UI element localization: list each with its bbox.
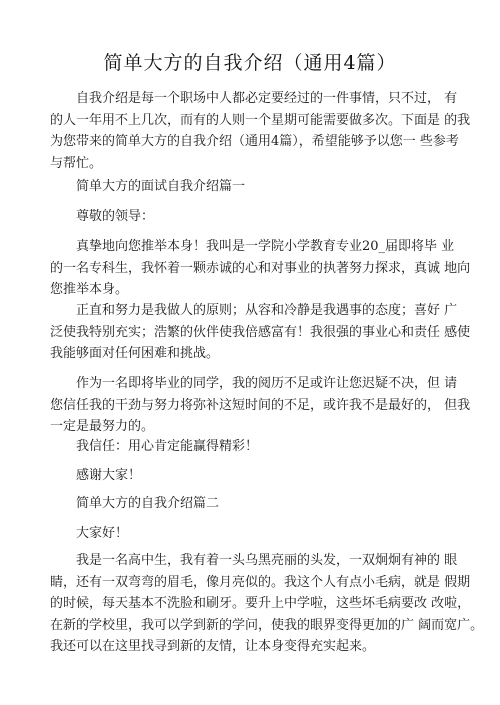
paragraph-line: 简单大方的面试自我介绍篇一 bbox=[76, 179, 246, 194]
paragraph-line: 我还可以在这里找寻到新的友情，让本身变得充实起来。 bbox=[50, 639, 376, 654]
document-title: 简单大方的自我介绍（通用4篇） bbox=[103, 52, 397, 74]
paragraph-line: 的时候，每天基本不洗脸和刷牙。要升上中学啦，这些坏毛病要改 改啦， bbox=[50, 596, 471, 611]
paragraph-line: 一定是最努力的。 bbox=[50, 419, 155, 434]
paragraph-line: 的一名专科生，我怀着一颗赤诚的心和对事业的执著努力探求，真诚 地向 bbox=[50, 260, 471, 276]
paragraph bbox=[50, 236, 471, 301]
paragraph-line: 的人一年用不上几次，而有的人则一个星期可能需要做多次。下面是 的我 bbox=[50, 112, 471, 128]
paragraph-line: 您信任我的干劲与努力将弥补这短时间的不足，或许我不是最好的， 但我 bbox=[50, 397, 471, 413]
paragraph bbox=[50, 523, 458, 545]
paragraph bbox=[50, 465, 458, 487]
paragraph-line: 尊敬的领导： bbox=[76, 209, 155, 224]
paragraph-line: 自我介绍是每一个职场中人都必定要经过的一件事情，只不过， 有 bbox=[76, 91, 458, 106]
paragraph-line: 我能够面对任何困难和挑战。 bbox=[50, 346, 220, 361]
paragraph-line: 大家好！ bbox=[76, 526, 129, 541]
paragraph bbox=[50, 300, 471, 365]
paragraph-line: 您推举本身。 bbox=[50, 282, 129, 297]
paragraph bbox=[50, 373, 471, 438]
paragraph-line: 感谢大家！ bbox=[76, 468, 142, 483]
paragraph-line: 在新的学校里，我可以学到新的学问，使我的眼界变得更加的广 阔而宽广。 bbox=[50, 617, 484, 633]
paragraph bbox=[50, 493, 458, 515]
paragraph-line: 正直和努力是我做人的原则；从容和冷静是我遇事的态度；喜好 广 bbox=[76, 303, 458, 318]
paragraph bbox=[50, 206, 458, 228]
paragraph-line: 简单大方的自我介绍篇二 bbox=[76, 496, 220, 511]
paragraph bbox=[50, 436, 458, 458]
paragraph-line: 真挚地向您推举本身！我叫是一学院小学教育专业20_届即将毕 业 bbox=[76, 239, 455, 254]
paragraph-line: 作为一名即将毕业的同学，我的阅历不足或许让您迟疑不决，但 请 bbox=[76, 376, 458, 391]
paragraph-line: 泛使我特别充实；浩繁的伙伴使我倍感富有！我很强的事业心和责任 感使 bbox=[50, 324, 471, 340]
paragraph-line: 睛，还有一双弯弯的眉毛，像月亮似的。我这个人有点小毛病，就是 假期 bbox=[50, 574, 471, 590]
paragraph bbox=[50, 88, 471, 174]
paragraph-line: 为您带来的简单大方的自我介绍（通用4篇），希望能够予以您一 些参考 bbox=[50, 134, 459, 149]
paragraph-line: 我信任：用心肯定能赢得精彩！ bbox=[76, 439, 259, 454]
paragraph bbox=[50, 550, 484, 658]
paragraph-line: 我是一名高中生，我有着一头乌黑亮丽的头发，一双炯炯有神的 眼 bbox=[76, 553, 458, 568]
paragraph bbox=[50, 176, 458, 198]
paragraph-line: 与帮忙。 bbox=[50, 155, 103, 171]
